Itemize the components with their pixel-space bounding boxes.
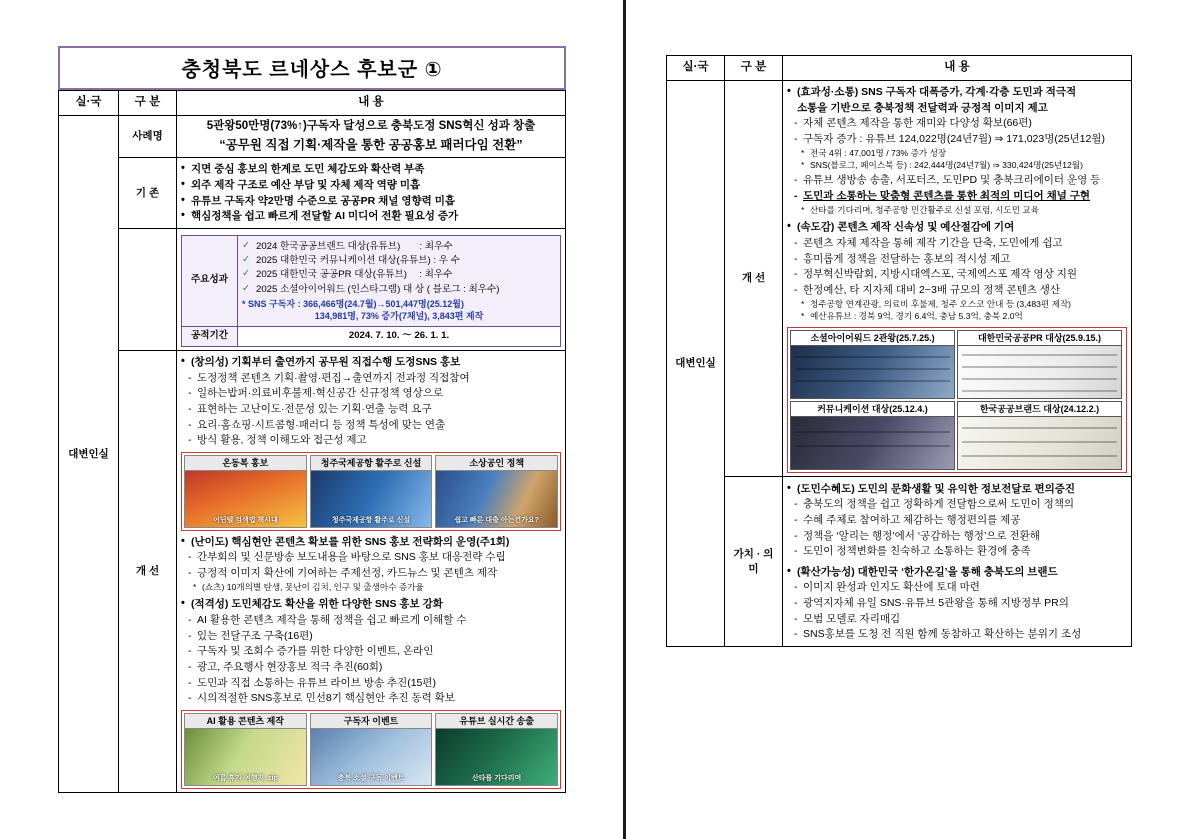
header-content: 내 용 xyxy=(783,56,1132,81)
table-row xyxy=(59,157,566,228)
gallery-thumb-text: 청주국제공항 활주로 신설 xyxy=(331,517,411,525)
list-item: - 긍정적 이미지 확산에 기여하는 주제선정, 카드뉴스 및 콘텐츠 제작 xyxy=(187,566,561,580)
gallery-item xyxy=(310,455,433,528)
list-item: - 있는 전달구조 구축(16편) xyxy=(187,629,561,643)
news-thumbnail xyxy=(957,346,1122,399)
list-item: - 충북도의 정책을 쉽고 정확하게 전달함으로써 도민이 정책의 xyxy=(793,497,1127,511)
gallery-caption: 청주국제공항 활주로 신설 xyxy=(310,455,433,471)
gallery-thumbnail xyxy=(310,729,433,786)
gallery-caption: 유튜브 실시간 송출 xyxy=(435,713,558,729)
improve-head-1-cont: 소통을 기반으로 충북정책 전달력과 긍정적 이미지 제고 xyxy=(797,101,1048,114)
news-thumbnail xyxy=(957,417,1122,470)
category-improve: 개 선 xyxy=(725,80,783,477)
news-item xyxy=(790,401,955,470)
achievement-note-1: * SNS 구독자 : 366,466명(24.7월)→501,447명(25.12월) xyxy=(242,299,464,310)
list-item: - 도민과 소통하는 맞춤형 콘텐츠를 통한 최적의 미디어 채널 구현 xyxy=(793,189,1127,203)
page-divider xyxy=(623,0,626,839)
left-table xyxy=(58,90,566,793)
news-thumbnail xyxy=(790,346,955,399)
table-row xyxy=(667,477,1132,647)
achievement-note-2: 134,981명, 73% 증가(7채널), 3,843편 제작 xyxy=(314,311,484,322)
news-thumbnail xyxy=(790,417,955,470)
category-achievement-spacer xyxy=(119,229,177,350)
table-row xyxy=(59,229,566,350)
gallery-thumbnail xyxy=(184,471,307,528)
value-head-1: • (도민수혜도) 도민의 문화생활 및 유익한 정보전달로 편의증진 xyxy=(787,482,1127,496)
list-item: - 요리·홈쇼핑·시트콤형·패러디 등 정책 특성에 맞는 연출 xyxy=(187,418,561,432)
table-row xyxy=(59,115,566,157)
list-item: - 구독자 및 조회수 증가를 위한 다양한 이벤트, 온라인 xyxy=(187,644,561,658)
list-item: ✓ 2025 소셜아이어워드 (인스타그램) 대 상 ( 블로그 : 최우수) xyxy=(242,284,556,297)
improve-head-3: • (적격성) 도민체감도 확산을 위한 다양한 SNS 홍보 강화 xyxy=(181,597,561,611)
list-item: - 광역지자체 유일 SNS·유튜브 5관왕을 통해 지방정부 PR의 xyxy=(793,596,1127,610)
existing-content xyxy=(177,157,566,228)
list-item: * 전국 4위 : 47,001명 / 73% 증가 성장 xyxy=(801,148,1127,160)
improve-head-2: • (난이도) 핵심현안 콘텐츠 확보를 위한 SNS 홍보 전략화의 운영(주1회) xyxy=(181,535,561,549)
list-item: - AI 활용한 콘텐츠 제작을 통해 정책을 쉽고 빠르게 이해할 수 xyxy=(187,613,561,627)
dept-cell: 대변인실 xyxy=(59,115,119,792)
list-item: • 핵심정책을 쉽고 빠르게 전달할 AI 미디어 전환 필요성 증가 xyxy=(181,209,561,223)
achievement-inner-table xyxy=(181,235,561,346)
list-item: - 시의적절한 SNS홍보로 민선8기 핵심현안 추진 동력 확보 xyxy=(187,691,561,705)
dept-cell: 대변인실 xyxy=(667,80,725,646)
list-item: ✓ 2025 대한민국 공공PR 대상(유튜브) : 최우수 xyxy=(242,269,556,282)
list-item: - SNS홍보를 도청 전 직원 함께 동참하고 확산하는 분위기 조성 xyxy=(793,627,1127,641)
improve-content xyxy=(177,350,566,792)
gallery-thumb-text: 충북 소셜 구독 이벤트 xyxy=(337,775,405,783)
document-title-box xyxy=(58,46,566,90)
gallery-thumbnail xyxy=(435,471,558,528)
list-item: - 일하는밥퍼·의료비후불제·혁신공간 신규정책 영상으로 xyxy=(187,386,561,400)
table-header-row xyxy=(59,91,566,116)
gallery-1 xyxy=(181,452,561,531)
list-item: - 방식 활용, 정책 이해도와 접근성 제고 xyxy=(187,433,561,447)
list-item: - 이미지 완성과 인지도 확산에 토대 마련 xyxy=(793,580,1127,594)
news-item xyxy=(957,401,1122,470)
improve-head-1: • (효과성·소통) SNS 구독자 대폭증가, 각계·각층 도민과 적극적 xyxy=(787,85,1127,99)
achievement-content xyxy=(177,229,566,350)
gallery-item xyxy=(184,455,307,528)
list-item: - 모범 모델로 자리매김 xyxy=(793,612,1127,626)
gallery-thumbnail xyxy=(184,729,307,786)
list-item: - 광고, 주요행사 현장홍보 적극 추진(60회) xyxy=(187,660,561,674)
table-header-row xyxy=(667,56,1132,81)
sample-name-content xyxy=(177,115,566,157)
gallery-thumbnail xyxy=(310,471,433,528)
list-item: - 흥미롭게 정책을 전달하는 홍보의 적시성 제고 xyxy=(793,252,1127,266)
list-item: - 간부회의 및 신문방송 보도내용을 바탕으로 SNS 홍보 대응전략 수립 xyxy=(187,550,561,564)
gallery-caption: 온동복 홍보 xyxy=(184,455,307,471)
list-item: - 정책을 ‘알리는 행정’에서 ‘공감하는 행정’으로 전환해 xyxy=(793,529,1127,543)
list-item: * 산타를 기다리며, 청주공항 민간활주로 신설 포럼, 시도민 교육 xyxy=(801,205,1127,217)
news-gallery xyxy=(787,327,1127,473)
category-existing: 기 존 xyxy=(119,157,177,228)
list-item: ✓ 2024 한국공공브랜드 대상(유튜브) : 최우수 xyxy=(242,241,556,254)
gallery-thumb-text: 쉽고 빠른 대출 아는건가요? xyxy=(454,517,539,525)
value-content xyxy=(783,477,1132,647)
table-row xyxy=(182,236,561,327)
list-item: - 한정예산, 타 지자체 대비 2~3배 규모의 정책 콘텐츠 생산 xyxy=(793,283,1127,297)
category-sample-name: 사례명 xyxy=(119,115,177,157)
category-improve: 개 선 xyxy=(119,350,177,792)
list-item: - 수혜 주체로 참여하고 체감하는 행정편의를 제공 xyxy=(793,513,1127,527)
gallery-item xyxy=(435,455,558,528)
improve-head-1: • (창의성) 기획부터 출연까지 공무원 직접수행 도정SNS 홍보 xyxy=(181,355,561,369)
left-sheet xyxy=(58,46,566,793)
page-title: 충청북도 르네상스 후보군 ① xyxy=(181,59,443,81)
news-caption: 한국공공브랜드 대상(24.12.2.) xyxy=(957,401,1122,417)
list-item: * SNS(블로그, 페이스북 등) : 242,444명(24년7월) ⇒ 330,424명(25년12월) xyxy=(801,160,1127,172)
sample-line-1: 5관왕50만명(73%↑)구독자 달성으로 충북도정 SNS혁신 성과 창출 xyxy=(206,119,536,132)
list-item: - 도민이 정책변화를 친숙하고 소통하는 환경에 충족 xyxy=(793,544,1127,558)
gallery-caption: 소상공인 정책 xyxy=(435,455,558,471)
header-dept: 실·국 xyxy=(667,56,725,81)
list-item: * 청주공항 연계관광, 의료비 후불제, 청주 오스코 안내 등 (3,483편 제작) xyxy=(801,299,1127,311)
news-item xyxy=(790,330,955,399)
list-item: - 정부혁신박람회, 지방시대엑스포, 국제엑스포 제작 영상 지원 xyxy=(793,267,1127,281)
news-caption: 대한민국공공PR 대상(25.9.15.) xyxy=(957,330,1122,346)
header-category: 구 분 xyxy=(725,56,783,81)
achievement-label: 주요성과 xyxy=(182,236,238,327)
header-category: 구 분 xyxy=(119,91,177,116)
gallery-caption: 구독자 이벤트 xyxy=(310,713,433,729)
list-item: - 유튜브 생방송 송출, 서포터즈, 도민PD 및 충북크리에이터 운영 등 xyxy=(793,173,1127,187)
gallery-thumb-text: 어딘텔 검색법 책시대 xyxy=(212,517,278,525)
table-row xyxy=(182,326,561,346)
achievement-list xyxy=(238,236,561,327)
gallery-thumbnail xyxy=(435,729,558,786)
list-item: * (쇼츠) 10개의별 탄생, 못난이 김치, 인구 및 출생아수 증가율 xyxy=(193,582,561,594)
list-item: ✓ 2025 대한민국 커뮤니케이션 대상(유튜브) : 우 수 xyxy=(242,255,556,268)
table-row xyxy=(667,80,1132,477)
list-item: • 유튜브 구독자 약2만명 수준으로 공공PR 채널 영향력 미흡 xyxy=(181,194,561,208)
list-item: - 표현하는 고난이도·전문성 있는 기획·연출 능력 요구 xyxy=(187,402,561,416)
header-content: 내 용 xyxy=(177,91,566,116)
gallery-2 xyxy=(181,710,561,789)
gallery-thumb-text: 산타를 기다리며 xyxy=(472,775,522,783)
improve-content xyxy=(783,80,1132,477)
right-table xyxy=(666,55,1132,647)
news-item xyxy=(957,330,1122,399)
table-row xyxy=(59,350,566,792)
gallery-caption: AI 활용 콘텐츠 제작 xyxy=(184,713,307,729)
news-caption: 커뮤니케이션 대상(25.12.4.) xyxy=(790,401,955,417)
list-item: - 콘텐츠 자체 제작을 통해 제작 기간을 단축, 도민에게 쉽고 xyxy=(793,236,1127,250)
list-item: - 도민과 직접 소통하는 유튜브 라이브 방송 추진(15편) xyxy=(187,676,561,690)
list-item: - 자체 콘텐츠 제작을 통한 재미와 다양성 확보(66편) xyxy=(793,116,1127,130)
improve-head-2: • (속도감) 콘텐츠 제작 신속성 및 예산절감에 기여 xyxy=(787,220,1127,234)
gallery-thumb-text: 여름 휴가 여행지 .zip xyxy=(212,775,278,783)
gallery-item xyxy=(184,713,307,786)
gallery-item xyxy=(310,713,433,786)
list-item: * 예산유튜브 : 경북 9억, 경기 6.4억, 충남 5.3억, 충북 2.0억 xyxy=(801,311,1127,323)
news-caption: 소셜아이어워드 2관왕(25.7.25.) xyxy=(790,330,955,346)
list-item: • 지면 중심 홍보의 한계로 도민 체감도와 확산력 부족 xyxy=(181,162,561,176)
right-sheet xyxy=(666,55,1132,647)
period-label: 공적기간 xyxy=(182,326,238,346)
gallery-item xyxy=(435,713,558,786)
list-item: - 구독자 증가 : 유튜브 124,022명(24년7월) ⇒ 171,023명(25년12월) xyxy=(793,132,1127,146)
value-head-2: • (확산가능성) 대한민국 ‘한가온길’을 통해 충북도의 브랜드 xyxy=(787,565,1127,579)
list-item: • 외주 제작 구조로 예산 부담 및 자체 제작 역량 미흡 xyxy=(181,178,561,192)
list-item: - 도정정책 콘텐츠 기획·촬영·편집→출연까지 전과정 직접참여 xyxy=(187,371,561,385)
sample-line-2: “공무원 직접 기획·제작을 통한 공공홍보 패러다임 전환” xyxy=(219,138,523,153)
category-value: 가치 · 의미 xyxy=(725,477,783,647)
period-value: 2024. 7. 10. ～ 26. 1. 1. xyxy=(238,326,561,346)
header-dept: 실·국 xyxy=(59,91,119,116)
